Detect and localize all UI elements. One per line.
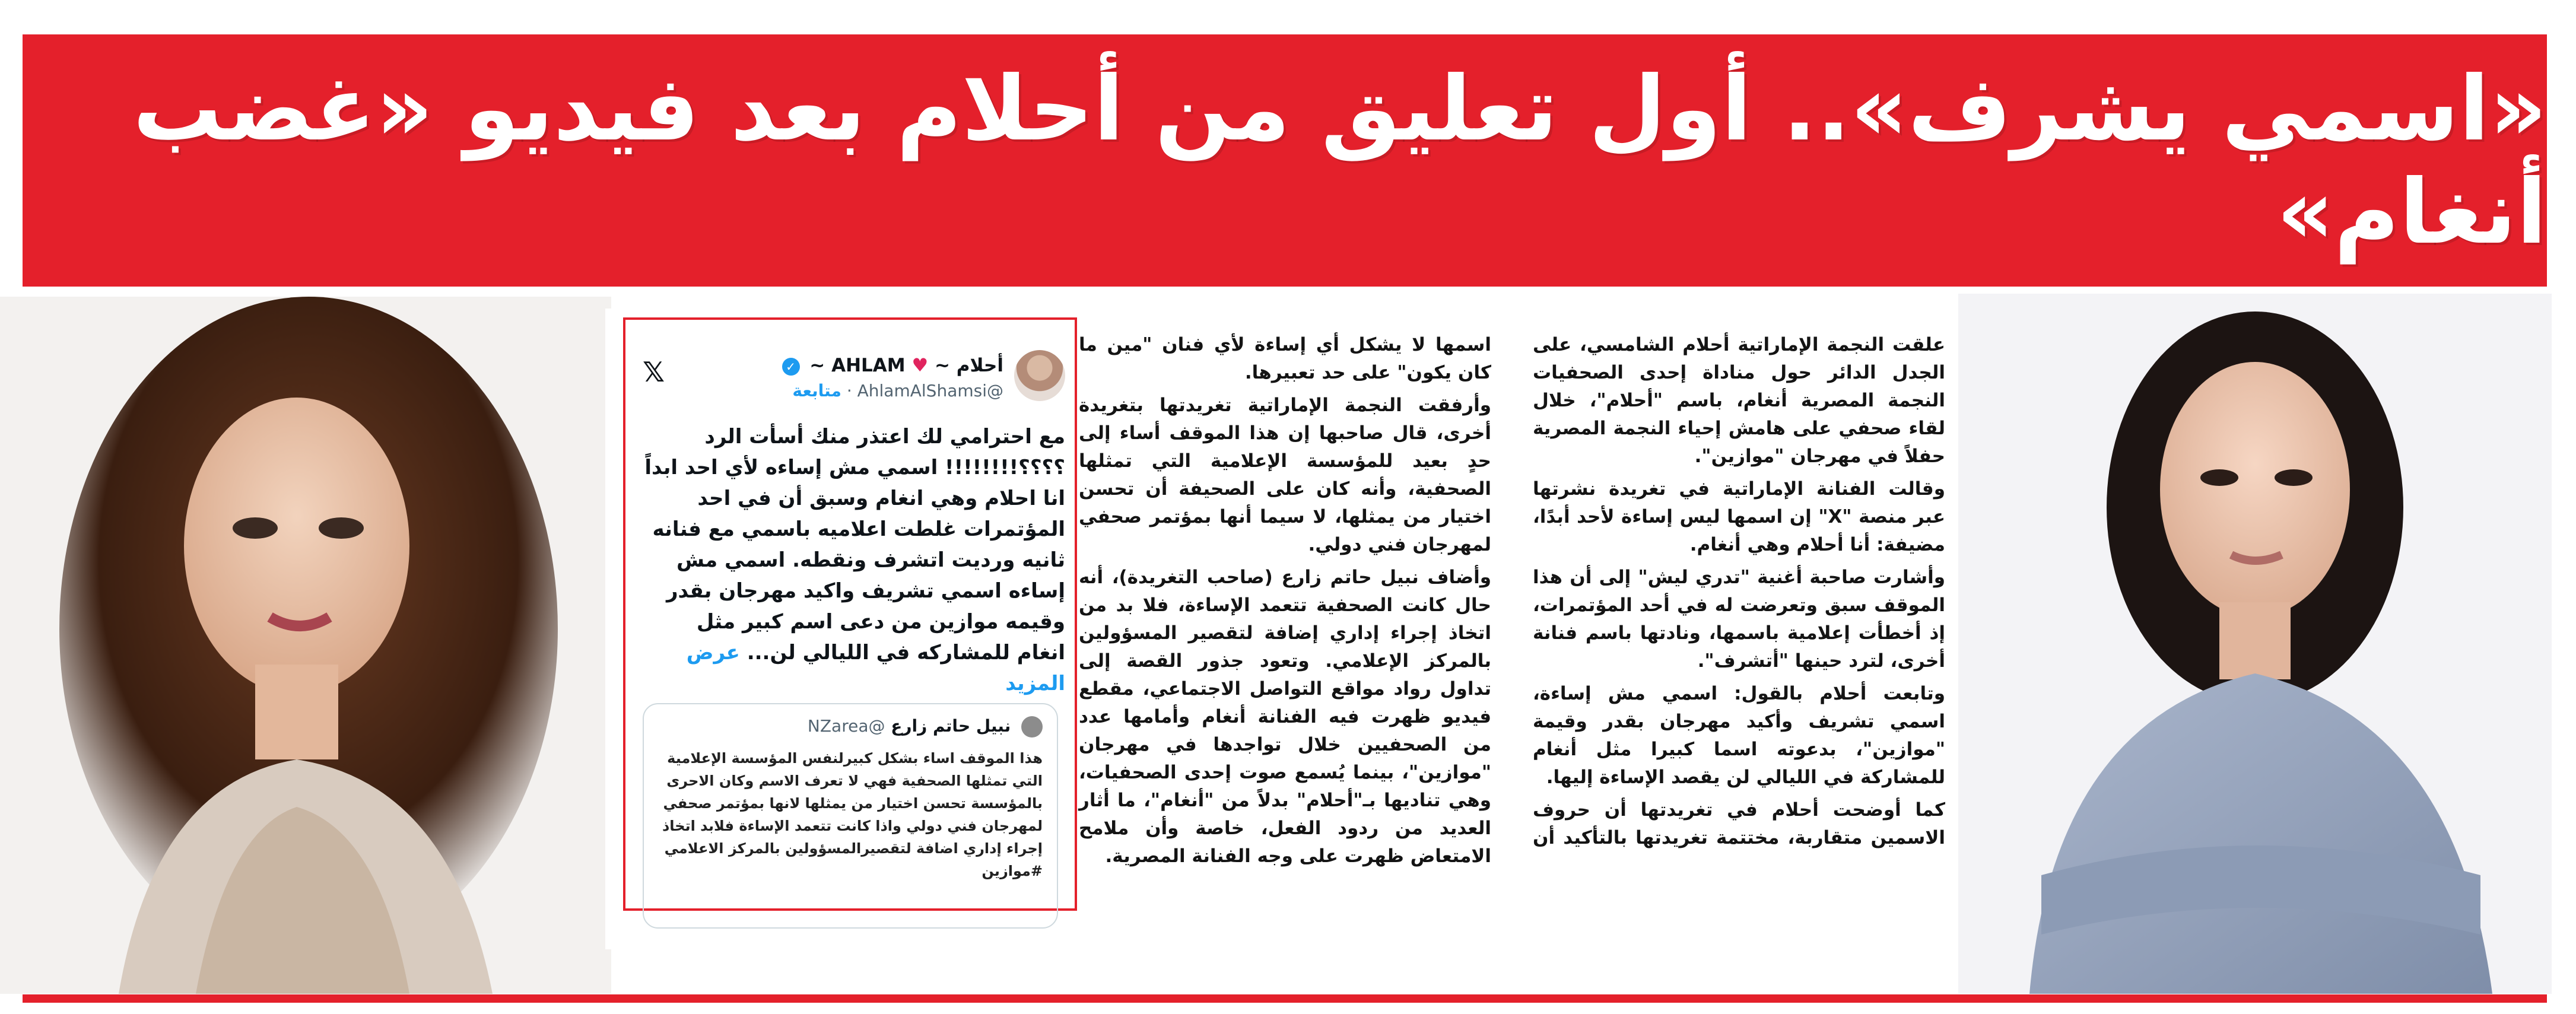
verified-badge-icon: ✓ <box>782 358 800 376</box>
tweet-handle-row: @AhlamAlShamsi · متابعة <box>792 381 1003 400</box>
follow-link[interactable]: متابعة <box>792 381 841 400</box>
portrait-woman-right-image <box>1958 294 2552 994</box>
portrait-woman-left-image <box>0 297 611 994</box>
article-paragraph: وأرفقت النجمة الإماراتية تغريدتها بتغريدة أخرى، قال صاحبها إن هذا الموقف أساء إلى حدٍ بعيد للمؤسسة الإعلامية التي تمثلها الصحفية، وأنه كان على الصحيفة أن تحسن اختيار من يمثلها، لا سيما أنها بمؤتمر صحفي لمهرجان فني دولي. <box>1079 395 1491 555</box>
headline-banner <box>23 34 2547 287</box>
tweet-body: مع احترامي لك اعتذر منك أسأت الرد ؟؟؟؟!!!!!!!! اسمي مش إساءه لأي احد ابداً انا احلام وهي انغام وسبق أن في احد المؤتمرات غلطت اعلاميه باسمي مع فنانه ثانيه ورديت اتشرف ونقطه. اسمي مش إساءه اسمي تشريف واكيد مهرجان بقدر وقيمه موازين من دعى اسم كبير مثل انغام للمشاركه في الليالي لن... <box>644 425 1065 665</box>
article-paragraph: وتابعت أحلام بالقول: اسمي مش إساءة، اسمي تشريف وأكيد مهرجان بقدر وقيمة "موازين"، بدعوته اسما كبيرا مثل أنغام للمشاركة في الليالي لن يقصد الإساءة إليها. <box>1533 683 1945 788</box>
article-paragraph: علقت النجمة الإماراتية أحلام الشامسي، على الجدل الدائر حول مناداة إحدى الصحفيات النجمة المصرية أنغام، باسم "أحلام"، خلال لقاء صحفي على هامش إحياء النجمة المصرية حفلاً في مهرجان "موازين". <box>1533 334 1945 467</box>
tweet-avatar[interactable] <box>1014 350 1065 401</box>
tweet-handle[interactable]: @AhlamAlShamsi <box>857 381 1003 400</box>
article-paragraph: كما أوضحت أحلام في تغريدتها أن حروف الاسمين متقاربة، مختتمة تغريدتها بالتأكيد أن اسمها لا يشكل أي إساءة لأي فنان "مين ما كان يكون" على حد تعبيرها. <box>1079 334 1945 848</box>
bottom-rule <box>23 994 2547 1003</box>
quoted-tweet[interactable] <box>643 703 1058 929</box>
embedded-tweet[interactable] <box>638 332 1065 902</box>
x-logo-icon[interactable]: 𝕏 <box>643 356 665 388</box>
quoted-text: هذا الموقف اساء بشكل كبيرلنفس المؤسسة الإعلامية التي تمثلها الصحفية فهي لا تعرف الاسم وكان الاحرى بالمؤسسة تحسن اختيار من يمثلها لانها بمؤتمر صحفي لمهرجان فني دولي واذا كانت تتعمد الإساءة فلابد اتخاذ إجراء إداري اضافة لتقصيرالمسؤولين بالمركز الاعلامي #موازين <box>662 750 1043 879</box>
photo-angham <box>0 297 611 994</box>
show-more-link[interactable]: عرض المزيد <box>686 641 1065 695</box>
article-paragraph: وأشارت صاحبة أغنية "تدري ليش" إلى أن هذا الموقف سبق وتعرضت له في أحد المؤتمرات، إذ أخطأت إعلامية باسمها، ونادتها باسم فنانة أخرى، لترد حينها "أتشرف". <box>1533 567 1945 672</box>
quoted-handle: @NZarea <box>807 716 885 736</box>
tweet-display-name[interactable] <box>779 355 1004 376</box>
article-paragraph: وأضاف نبيل حاتم زارع (صاحب التغريدة)، أنه حال كانت الصحفية تتعمد الإساءة، فلا بد من اتخاذ إجراء إداري إضافة لتقصير المسؤولين بالمركز الإعلامي. وتعود جذور القصة إلى تداول رواد مواقع التواصل الاجتماعي، مقطع فيديو ظهرت فيه الفنانة أنغام وأمامها عدد من الصحفيين خلال تواجدها في مهرجان "موازين"، بينما يُسمع صوت إحدى الصحفيات، وهي تناديها بـ"أحلام" بدلاً من "أنغام"، ما أثار العديد من ردود الفعل، خاصة وأن ملامح الامتعاض ظهرت على وجه الفنانة المصرية. <box>1079 567 1491 867</box>
tweet-name-arabic: أحلام ~ <box>935 355 1003 376</box>
tweet-name-latin: AHLAM ~ <box>809 355 906 376</box>
quoted-name: نبيل حاتم زارع <box>891 716 1011 736</box>
photo-ahlam <box>1958 294 2552 994</box>
quoted-tweet-header <box>658 716 1043 738</box>
article-body <box>1079 331 1945 936</box>
headline: «اسمي يشرف».. أول تعليق من أحلام بعد فيديو «غضب أنغام» <box>132 57 2547 264</box>
heart-icon: ♥ <box>911 355 929 376</box>
tweet-text <box>644 421 1065 699</box>
quoted-avatar <box>1021 716 1043 738</box>
article-paragraph: وقالت الفنانة الإماراتية في تغريدة نشرتها عبر منصة "X" إن اسمها ليس إساءة لأحد أبدًا، مضيفة: أنا أحلام وهي أنغام. <box>1533 478 1945 555</box>
